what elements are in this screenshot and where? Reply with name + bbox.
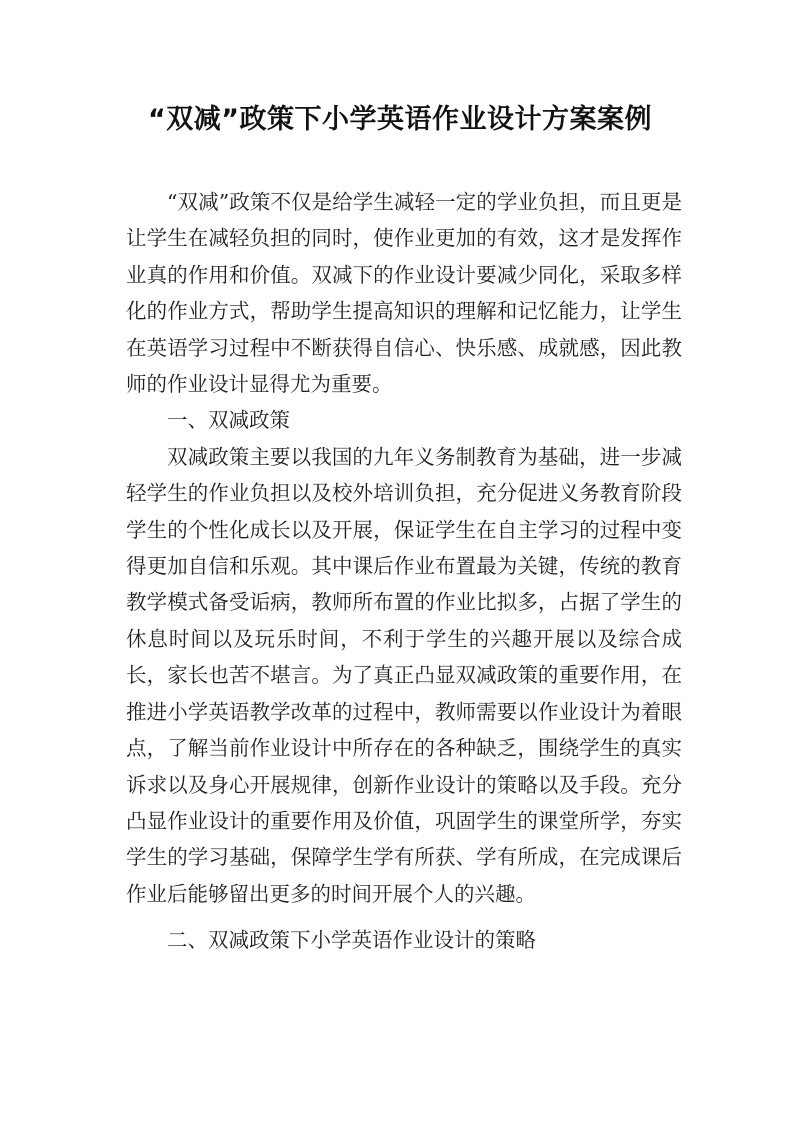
section-heading-2: 二、双减政策下小学英语作业设计的策略 — [167, 928, 536, 953]
document-body — [126, 184, 682, 959]
intro-paragraph: “双减”政策不仅是给学生减轻一定的学业负担，而且更是让学生在减轻负担的同时，使作业更加的有效，这才是发挥作业真的作用和价值。双减下的作业设计要减少同化，采取多样化的作业方式，帮助学生提高知识的理解和记忆能力，让学生在英语学习过程中不断获得自信心、快乐感、成就感，因此教师的作业设计显得尤为重要。 — [126, 190, 682, 397]
section-1-paragraph: 双减政策主要以我国的九年义务制教育为基础，进一步减轻学生的作业负担以及校外培训负担，充分促进义务教育阶段学生的个性化成长以及开展，保证学生在自主学习的过程中变得更加自信和乐观。其中课后作业布置最为关键，传统的教育教学模式备受诟病，教师所布置的作业比拟多，占据了学生的休息时间以及玩乐时间，不利于学生的兴趣开展以及综合成长，家长也苦不堪言。为了真正凸显双减政策的重要作用，在推进小学英语教学改革的过程中，教师需要以作业设计为着眼点，了解当前作业设计中所存在的各种缺乏，围绕学生的真实诉求以及身心开展规律，创新作业设计的策略以及手段。充分凸显作业设计的重要作用及价值，巩固学生的课堂所学，夯实学生的学习基础，保障学生学有所获、学有所成，在完成课后作业后能够留出更多的时间开展个人的兴趣。 — [126, 444, 682, 906]
section-heading-1: 一、双减政策 — [167, 408, 290, 433]
document-title: “双减”政策下小学英语作业设计方案案例 — [148, 104, 652, 135]
